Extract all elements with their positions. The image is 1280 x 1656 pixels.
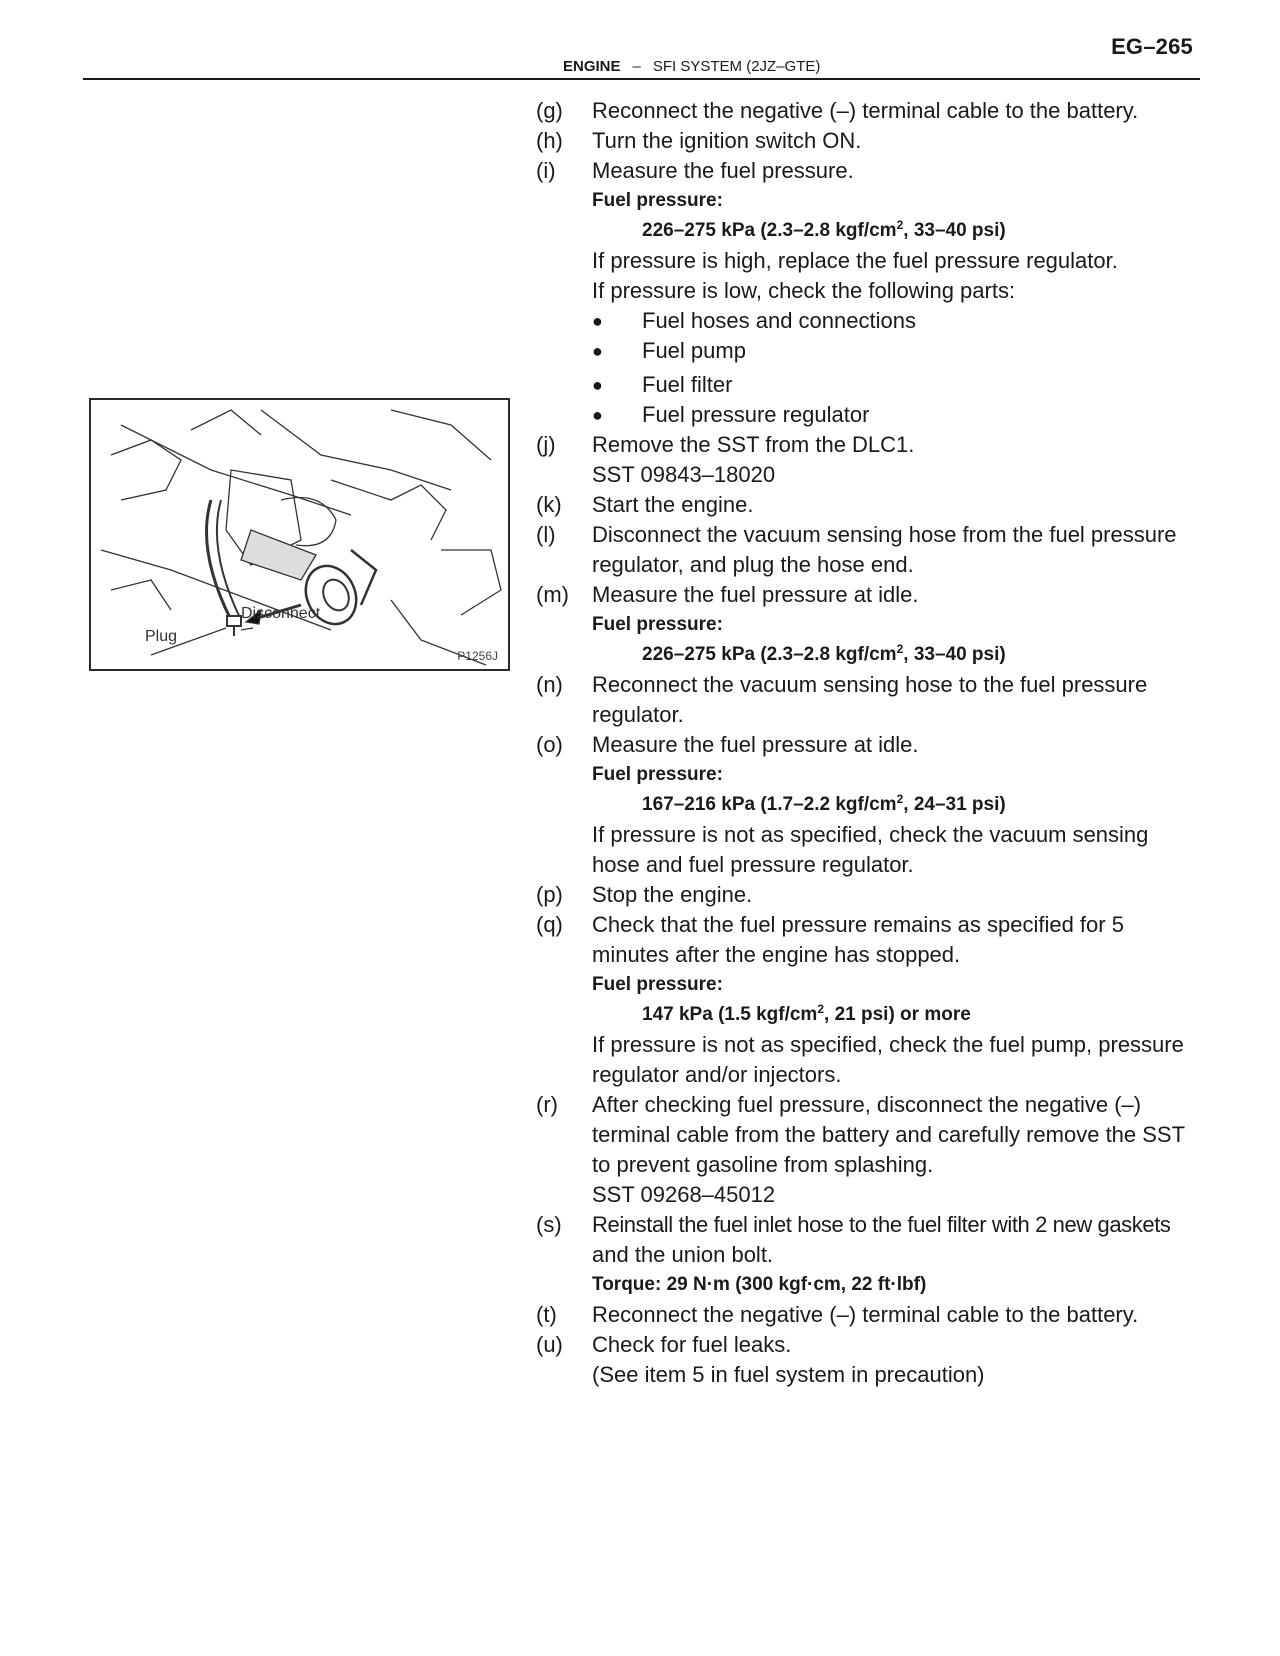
step-text: and the union bolt. [592,1242,774,1267]
bullet-icon: ● [592,341,603,361]
subsection-title: SFI SYSTEM (2JZ–GTE) [652,58,821,75]
spec-value-text [642,790,1006,820]
bullet-text: Fuel filter [642,372,733,397]
step-text: Reconnect the negative (–) terminal cable to the battery. [592,98,1139,123]
bullet-text: Fuel pressure regulator [642,402,870,427]
step-text: regulator, and plug the hose end. [592,552,914,577]
note-line [536,1360,1196,1390]
spec-value-text [642,216,1006,246]
step-o [536,730,1196,760]
spec-sup: 2 [817,1002,825,1016]
note-line [536,276,1196,306]
step-k [536,490,1196,520]
spec-sup: 2 [896,792,904,806]
step-s [536,1210,1196,1240]
step-label: (n) [536,672,563,697]
torque-spec [536,1270,1196,1300]
step-i [536,156,1196,186]
header-rule [83,78,1200,80]
bullet-icon: ● [592,375,603,395]
spec-title-text: Fuel pressure: [592,974,723,995]
torque-text: Torque: 29 N·m (300 kgf·cm, 22 ft·lbf) [592,1274,927,1295]
running-header [563,58,820,75]
step-t [536,1300,1196,1330]
spec-title [536,970,1196,1000]
step-text: Measure the fuel pressure at idle. [592,582,919,607]
step-text: Disconnect the vacuum sensing hose from the fuel pressure [592,522,1177,547]
note-line [536,1060,1196,1090]
step-text: Measure the fuel pressure. [592,158,854,183]
note-line [536,850,1196,880]
step-label: (p) [536,882,563,907]
step-label: (g) [536,98,563,123]
spec-title [536,186,1196,216]
spec-title-text: Fuel pressure: [592,764,723,785]
note-text: (See item 5 in fuel system in precaution) [592,1362,985,1387]
step-label: (q) [536,912,563,937]
illustration-code: P1256J [457,649,498,663]
step-j [536,430,1196,460]
note-text: If pressure is high, replace the fuel pressure regulator. [592,248,1118,273]
step-text: terminal cable from the battery and carefully remove the SST [592,1122,1186,1147]
step-label: (r) [536,1092,558,1117]
step-text: to prevent gasoline from splashing. [592,1152,934,1177]
step-text: Measure the fuel pressure at idle. [592,732,919,757]
step-label: (h) [536,128,563,153]
spec-b: , 24–31 psi) [903,794,1006,815]
note-text: hose and fuel pressure regulator. [592,852,914,877]
note-text: regulator and/or injectors. [592,1062,842,1087]
step-continuation [536,1120,1196,1150]
step-continuation [536,940,1196,970]
bullet-item [536,400,1196,430]
step-text: Check that the fuel pressure remains as specified for 5 [592,912,1124,937]
step-continuation [536,1240,1196,1270]
spec-sup: 2 [896,642,904,656]
spec-a: 147 kPa (1.5 kgf/cm [642,1004,818,1025]
step-text: Reconnect the negative (–) terminal cable to the battery. [592,1302,1139,1327]
step-n [536,670,1196,700]
spec-value [536,216,1196,246]
step-label: (i) [536,158,556,183]
bullet-text: Fuel pump [642,338,746,363]
spec-value [536,640,1196,670]
note-line [536,820,1196,850]
step-text: Start the engine. [592,492,754,517]
step-label: (m) [536,582,569,607]
page-number: EG–265 [1111,34,1193,59]
spec-title [536,610,1196,640]
bullet-item [536,336,1196,366]
procedure-steps [536,96,1196,1390]
step-m [536,580,1196,610]
note-line [536,1030,1196,1060]
step-text: regulator. [592,702,684,727]
step-text: After checking fuel pressure, disconnect the negative (–) [592,1092,1142,1117]
step-text: Remove the SST from the DLC1. [592,432,915,457]
step-text: Reconnect the vacuum sensing hose to the fuel pressure [592,672,1148,697]
spec-title-text: Fuel pressure: [592,190,723,211]
spec-b: , 21 psi) or more [824,1004,971,1025]
step-q [536,910,1196,940]
step-u [536,1330,1196,1360]
spec-value [536,790,1196,820]
spec-title-text: Fuel pressure: [592,614,723,635]
bullet-icon: ● [592,405,603,425]
step-text: Check for fuel leaks. [592,1332,792,1357]
step-text: minutes after the engine has stopped. [592,942,961,967]
spec-a: 167–216 kPa (1.7–2.2 kgf/cm [642,794,897,815]
step-r [536,1090,1196,1120]
spec-value-text [642,640,1006,670]
sst-number: SST 09843–18020 [592,462,776,487]
note-text: If pressure is low, check the following parts: [592,278,1016,303]
header-separator: – [632,58,641,75]
step-label: (j) [536,432,556,457]
step-continuation [536,550,1196,580]
sst-line [536,1180,1196,1210]
step-continuation [536,700,1196,730]
step-text: Reinstall the fuel inlet hose to the fuel filter with 2 new gaskets [592,1212,1171,1237]
note-text: If pressure is not as specified, check the fuel pump, pressure [592,1032,1184,1057]
step-g [536,96,1196,126]
step-continuation [536,1150,1196,1180]
step-p [536,880,1196,910]
spec-value [536,1000,1196,1030]
step-l [536,520,1196,550]
bullet-item [536,370,1196,400]
bullet-text: Fuel hoses and connections [642,308,916,333]
section-title: ENGINE [563,58,621,75]
plug-callout: Plug [145,628,178,645]
step-h [536,126,1196,156]
bullet-icon: ● [592,311,603,331]
step-text: Stop the engine. [592,882,753,907]
step-label: (t) [536,1302,557,1327]
step-label: (u) [536,1332,563,1357]
spec-a: 226–275 kPa (2.3–2.8 kgf/cm [642,220,897,241]
disconnect-callout: Disconnect [241,605,321,622]
step-label: (k) [536,492,562,517]
spec-title [536,760,1196,790]
note-line [536,246,1196,276]
step-label: (s) [536,1212,562,1237]
fuel-pressure-regulator-illustration [89,398,510,671]
spec-value-text [642,1000,971,1030]
sst-number: SST 09268–45012 [592,1182,776,1207]
sst-line [536,460,1196,490]
spec-b: , 33–40 psi) [903,220,1006,241]
spec-b: , 33–40 psi) [903,644,1006,665]
step-text: Turn the ignition switch ON. [592,128,862,153]
step-label: (l) [536,522,556,547]
step-label: (o) [536,732,563,757]
note-text: If pressure is not as specified, check the vacuum sensing [592,822,1149,847]
bullet-item [536,306,1196,336]
spec-a: 226–275 kPa (2.3–2.8 kgf/cm [642,644,897,665]
spec-sup: 2 [896,218,904,232]
